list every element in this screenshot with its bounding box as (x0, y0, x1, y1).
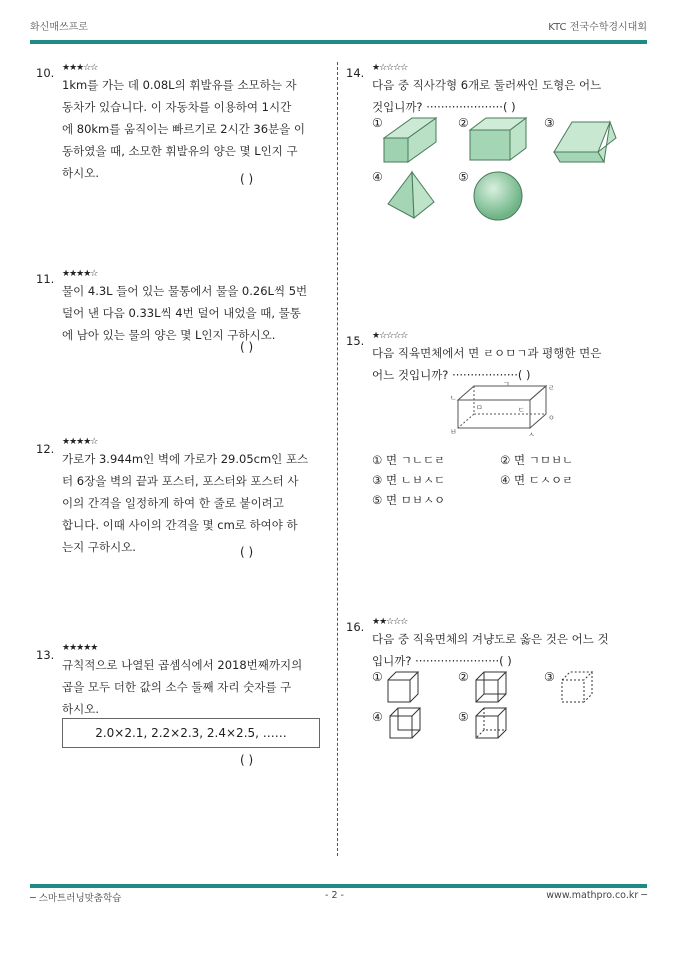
q14-option-4[interactable]: ④ (372, 170, 383, 184)
q15-option-2[interactable]: ② 면 ㄱㅁㅂㄴ (500, 453, 574, 467)
q13-difficulty: ★★★★★ (62, 643, 98, 653)
q16-sketch-4 (388, 706, 422, 740)
vertex-label: ㅂ (450, 428, 457, 436)
q10-line: 1km를 가는 데 0.08L의 휘발유를 소모하는 자 (62, 78, 297, 92)
q12-line: 는지 구하시오. (62, 540, 136, 554)
q14-frustum-figure (552, 116, 618, 166)
q14-option-2[interactable]: ② (458, 116, 469, 130)
vertex-label: ㄱ (503, 380, 510, 388)
q16-sketch-1 (386, 670, 420, 704)
q13-line: 곱을 모두 더한 값의 소수 둘째 자리 숫자를 구 (62, 680, 292, 694)
header-brand: 화신매쓰프로 (30, 22, 88, 33)
q10-difficulty: ★★★☆☆ (62, 63, 98, 73)
q11-difficulty: ★★★★☆ (62, 269, 98, 279)
vertex-label: ㄹ (548, 384, 555, 392)
q11-number: 11. (36, 272, 55, 286)
q10-line: 에 80km를 움직이는 빠르기로 2시간 36분을 이 (62, 122, 306, 136)
question-10 (62, 62, 332, 184)
question-12 (62, 436, 332, 558)
q15-number: 15. (346, 334, 365, 348)
q16-option-1[interactable]: ① (372, 670, 383, 684)
q16-option-4[interactable]: ④ (372, 710, 383, 724)
q16-option-2[interactable]: ② (458, 670, 469, 684)
q10-line: 동차가 있습니다. 이 자동차를 이용하여 1시간 (62, 100, 292, 114)
question-15 (372, 330, 647, 386)
q16-sketch-3 (560, 670, 594, 704)
q15-option-4[interactable]: ④ 면 ㄷㅅㅇㄹ (500, 473, 574, 487)
q15-option-5[interactable]: ⑤ 면 ㅁㅂㅅㅇ (372, 493, 446, 507)
footer-url[interactable]: www.mathpro.co.kr ─ (546, 890, 647, 901)
q12-line: 합니다. 이때 사이의 간격을 몇 cm로 하여야 하 (62, 518, 298, 532)
vertex-label: ㅅ (528, 431, 535, 438)
q12-answer-blank[interactable]: ( ) (240, 545, 254, 559)
q15-option-1[interactable]: ① 면 ㄱㄴㄷㄹ (372, 453, 446, 467)
q12-line: 터 6장을 벽의 끝과 포스터, 포스터와 포스터 사 (62, 474, 299, 488)
vertex-label: ㄷ (518, 406, 525, 414)
q12-line: 이의 간격을 일정하게 하여 한 줄로 붙이려고 (62, 496, 284, 510)
q14-option-1[interactable]: ① (372, 116, 383, 130)
q16-sketch-2 (474, 670, 508, 704)
q12-number: 12. (36, 442, 55, 456)
column-divider (337, 62, 338, 856)
question-11 (62, 268, 332, 346)
question-13 (62, 642, 332, 720)
q15-line: 다음 직육면체에서 면 ㄹㅇㅁㄱ과 평행한 면은 (372, 346, 602, 360)
page-number: - 2 - (325, 890, 344, 901)
q12-difficulty: ★★★★☆ (62, 437, 98, 447)
q14-line: 다음 중 직사각형 6개로 둘러싸인 도형은 어느 (372, 78, 602, 92)
question-14 (372, 62, 647, 118)
footer-brand: ─ 스마트러닝맞춤학습 (30, 893, 122, 904)
q16-number: 16. (346, 620, 365, 634)
q15-option-3[interactable]: ③ 면 ㄴㅂㅅㄷ (372, 473, 446, 487)
q16-line: 다음 중 직육면체의 겨냥도로 옳은 것은 어느 것 (372, 632, 609, 646)
q10-number: 10. (36, 66, 55, 80)
page-header (0, 0, 677, 42)
q14-line: 것입니까? ·····················( ) (372, 100, 516, 114)
q15-cuboid-diagram (448, 380, 558, 438)
vertex-label: ㅁ (476, 404, 483, 412)
q16-sketch-5 (474, 706, 508, 740)
q14-number: 14. (346, 66, 365, 80)
q14-pyramid-figure (384, 170, 438, 222)
q13-line: 하시오. (62, 702, 99, 716)
footer-rule (30, 884, 647, 888)
q13-number: 13. (36, 648, 55, 662)
q14-option-3[interactable]: ③ (544, 116, 555, 130)
q13-expression-box: 2.0×2.1, 2.2×2.3, 2.4×2.5, …… (62, 718, 320, 748)
q15-line: 어느 것입니까? ··················( ) (372, 368, 531, 382)
q11-line: 에 남아 있는 물의 양은 몇 L인지 구하시오. (62, 328, 276, 342)
q14-option-5[interactable]: ⑤ (458, 170, 469, 184)
q10-line: 하시오. (62, 166, 99, 180)
question-16 (372, 616, 647, 672)
header-rule (30, 40, 647, 44)
q16-option-5[interactable]: ⑤ (458, 710, 469, 724)
q14-triangular-prism-figure (380, 114, 442, 166)
q16-option-3[interactable]: ③ (544, 670, 555, 684)
q11-answer-blank[interactable]: ( ) (240, 340, 254, 354)
q13-answer-blank[interactable]: ( ) (240, 753, 254, 767)
q12-line: 가로가 3.944m인 벽에 가로가 29.05cm인 포스 (62, 452, 309, 466)
q10-line: 동하였을 때, 소모한 휘발유의 양은 몇 L인지 구 (62, 144, 298, 158)
q16-difficulty: ★★☆☆☆ (372, 617, 408, 627)
header-contest: KTC 전국수학경시대회 (548, 22, 647, 33)
q13-line: 규칙적으로 나열된 곱셈식에서 2018번째까지의 (62, 658, 303, 672)
q15-difficulty: ★☆☆☆☆ (372, 331, 408, 341)
q14-cuboid-figure (466, 114, 530, 166)
q16-line: 입니까? ·······················( ) (372, 654, 512, 668)
q14-sphere-figure (472, 170, 526, 222)
q11-line: 물이 4.3L 들어 있는 물통에서 물을 0.26L씩 5번 (62, 284, 308, 298)
vertex-label: ㅇ (548, 414, 555, 422)
vertex-label: ㄴ (450, 394, 457, 402)
q10-answer-blank[interactable]: ( ) (240, 172, 254, 186)
q11-line: 덜어 낸 다음 0.33L씩 4번 덜어 내었을 때, 물통 (62, 306, 301, 320)
q14-difficulty: ★☆☆☆☆ (372, 63, 408, 73)
